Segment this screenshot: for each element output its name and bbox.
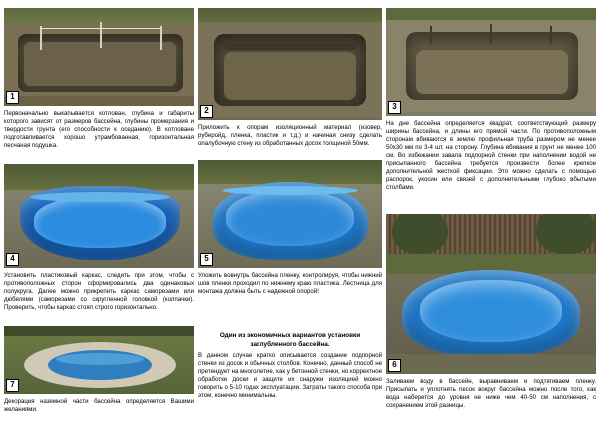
pool-liner-inner <box>226 190 354 246</box>
step-badge-2: 2 <box>200 105 213 118</box>
grass-band <box>4 8 194 26</box>
tree <box>392 214 448 254</box>
pit-floor <box>224 52 356 100</box>
step-badge-5: 5 <box>200 253 213 266</box>
photo-step-1 <box>4 8 194 106</box>
sand-foreground <box>386 354 596 374</box>
photo-step-6 <box>386 214 596 374</box>
mid-section-body: В данном случае кратко описывается создание подпорной стенки из досок и обычных столбов. Конечно, данный способ не претендует на многолетие, как у бетонной стенки, но корректное обработке доски и защите их снаружи изоляцией можно говорить о 5-10 годах эксплуатации. Затраты такого способа при этом, конечно минимальны. <box>198 352 382 400</box>
step-badge-1: 1 <box>6 91 19 104</box>
pool-shell-inner <box>34 196 166 248</box>
steel-post <box>430 26 432 44</box>
caption-step-1: Первоначально выкапывается котлован, глубина и габариты которого зависят от размеров бассейна, глубины промерзания и твердости грунта (его способности к оседанию). В котловане подготавливается хорошо утрамбованная, горизонтальная песчаная подушка. <box>4 110 194 150</box>
photo-step-2 <box>198 8 382 120</box>
caption-step-5: Уложить вовнутрь бассейна пленку, контролируя, чтобы нижний шов пленки проходил по нижнему краю пластика. Лестница для монтажа должна быть с надежной опорой! <box>198 272 382 296</box>
marker-stake <box>40 26 42 50</box>
marker-rope <box>40 28 160 29</box>
caption-step-7: Декорация наземной части бассейна определяется Вашими желаниями. <box>4 398 194 414</box>
caption-step-2: Приложить к опорам изоляционный материал (изовер, руберойд, пленка, пластик и т.д.) и начиная снизу сделать опалубочную стену из обработанных досок толщиной 50мм. <box>198 124 382 148</box>
photo-step-3 <box>386 8 596 116</box>
water-highlight <box>56 353 144 365</box>
caption-step-6: Заливаем воду в бассейн, выравниваем и подтягиваем пленку. Присыпать и уплотнять песок вокруг бассейна можно после того, как вода наберется до уровня не ниже чем 40-50 см наполнения, с сохранением этой разницы. <box>386 378 596 410</box>
pool-water <box>420 280 562 342</box>
caption-step-4: Установить пластиковый каркас, следить при этом, чтобы с противоположных сторон сформировались два одинаковых полукруга. Далее можно прикрепить каркас саморезами или дюбелями (саморезами со скругленной головкой (колпачки). Проверить, чтобы каркас стоял строго горизонтально. <box>4 272 194 312</box>
steel-post <box>550 26 552 44</box>
step-badge-7: 7 <box>6 379 19 392</box>
steel-post <box>490 24 492 44</box>
pit-foreground <box>4 96 194 106</box>
marker-stake <box>160 26 162 50</box>
pit-floor <box>416 50 568 94</box>
step-badge-3: 3 <box>388 101 401 114</box>
photo-step-4 <box>4 164 194 268</box>
caption-step-3: На дне бассейна определяется квадрат, соответствующий размеру ширины бассейна, и длины его прямой части. По противоположным сторонам вбиваются в землю профильная труба размером не менее 50х30 мм по 3-4 шт. на сторону. Глубина вбивания в грунт не менее 100 см. Во избежании завала подпорной стенки при наполнении водой не присыпанного бассейна требуется произвести более крепкое дополнительной жесткой фиксации. Это можно сделать с помощью распорок, укосин или связей с дополнительными глубоко вбытыми столбами. <box>386 120 596 192</box>
tree <box>536 214 596 254</box>
step-badge-6: 6 <box>388 359 401 372</box>
pool-rim-highlight <box>30 192 170 202</box>
pool-rim-highlight <box>222 186 358 195</box>
photo-step-7 <box>4 326 194 394</box>
hedge-band <box>4 326 194 336</box>
marker-stake <box>100 22 102 48</box>
photo-step-5 <box>198 160 382 268</box>
pit-floor <box>24 42 176 86</box>
grass-band <box>198 160 382 184</box>
mid-section-title: Один из экономичных вариантов установки заглубленного бассейна. <box>219 332 361 348</box>
pit-shadow <box>224 44 356 50</box>
step-badge-4: 4 <box>6 253 19 266</box>
